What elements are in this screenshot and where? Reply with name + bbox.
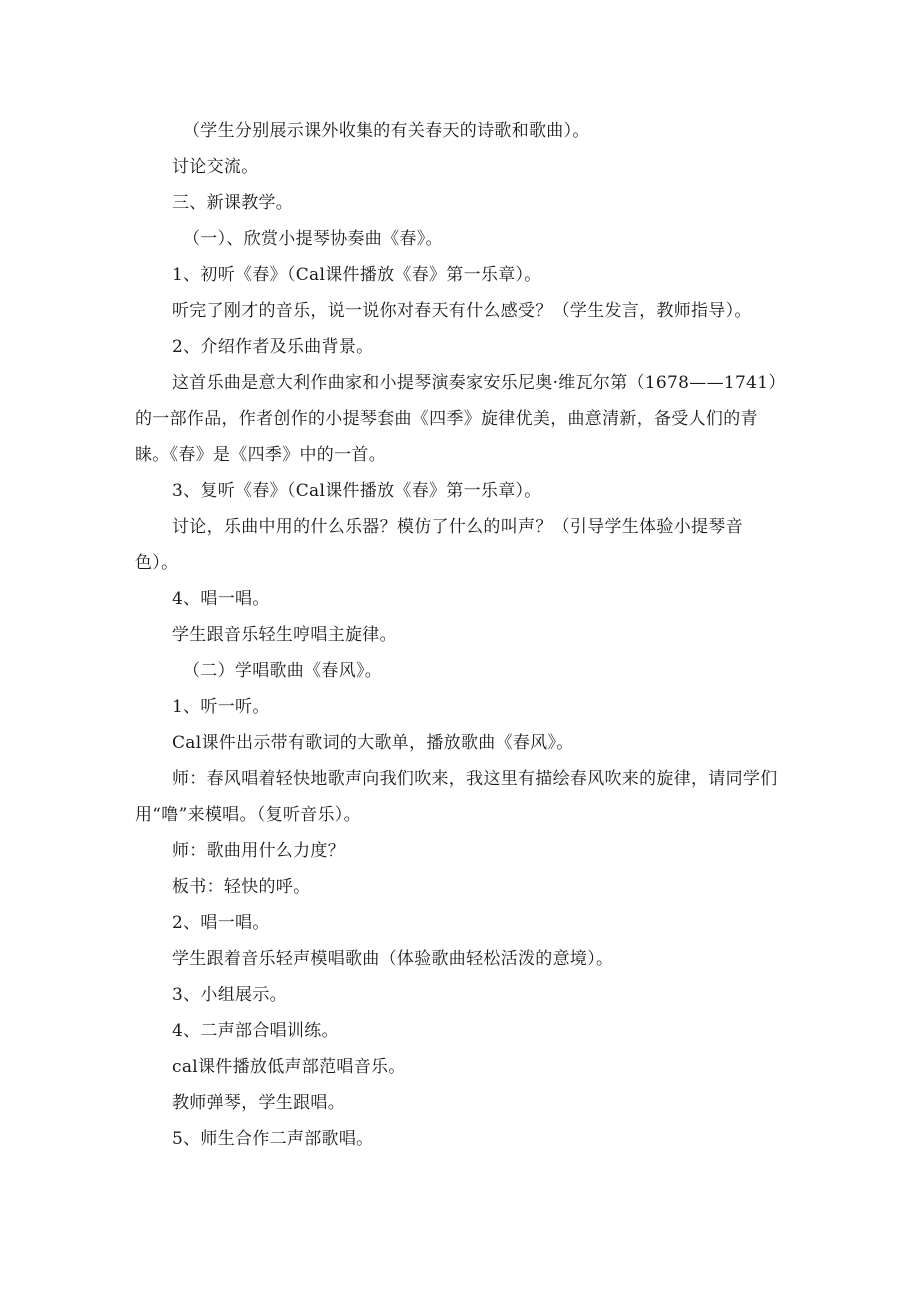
text-line: 学生跟音乐轻生哼唱主旋律。 <box>172 625 397 645</box>
text-line: 的一部作品，作者创作的小提琴套曲《四季》旋律优美，曲意清新，备受人们的青 <box>135 409 758 429</box>
text-line: 色）。 <box>135 553 179 573</box>
text-line: 学生跟着音乐轻声模唱歌曲（体验歌曲轻松活泼的意境）。 <box>172 949 614 969</box>
text-line: 用“噜”来模唱。（复听音乐）。 <box>135 805 361 825</box>
section-heading: 三、新课教学。 <box>172 193 294 213</box>
text-line: 讨论交流。 <box>172 157 259 177</box>
text-line: 讨论，乐曲中用的什么乐器？模仿了什么的叫声？（引导学生体验小提琴音 <box>172 517 743 537</box>
text-line: 2、唱一唱。 <box>172 913 270 933</box>
text-line: Cal课件出示带有歌词的大歌单，播放歌曲《春风》。 <box>172 733 574 753</box>
text-line: 3、小组展示。 <box>172 985 287 1005</box>
subsection-heading: （二）学唱歌曲《春风》。 <box>183 661 383 681</box>
text-line: 4、唱一唱。 <box>172 589 270 609</box>
text-line: 师：歌曲用什么力度？ <box>172 841 345 861</box>
text-line: cal课件播放低声部范唱音乐。 <box>172 1057 406 1077</box>
subsection-heading: （一）、欣赏小提琴协奏曲《春》。 <box>183 229 443 249</box>
text-line: 这首乐曲是意大利作曲家和小提琴演奏家安乐尼奥·维瓦尔第（1678——1741） <box>172 373 786 393</box>
text-line: 板书：轻快的呼。 <box>172 877 311 897</box>
text-line: 教师弹琴，学生跟唱。 <box>172 1093 345 1113</box>
text-line: 听完了刚才的音乐，说一说你对春天有什么感受？（学生发言，教师指导）。 <box>172 301 752 321</box>
text-line: （学生分别展示课外收集的有关春天的诗歌和歌曲）。 <box>183 121 590 141</box>
text-line: 师：春风唱着轻快地歌声向我们吹来，我这里有描绘春风吹来的旋律，请同学们 <box>172 769 778 789</box>
text-line: 5、师生合作二声部歌唱。 <box>172 1129 374 1149</box>
text-line: 1、听一听。 <box>172 697 270 717</box>
text-line: 2、介绍作者及乐曲背景。 <box>172 337 374 357</box>
text-line: 睐。《春》是《四季》中的一首。 <box>135 445 386 465</box>
text-line: 1、初听《春》（Cal课件播放《春》第一乐章）。 <box>172 265 542 285</box>
text-line: 3、复听《春》（Cal课件播放《春》第一乐章）。 <box>172 481 542 501</box>
text-line: 4、二声部合唱训练。 <box>172 1021 339 1041</box>
